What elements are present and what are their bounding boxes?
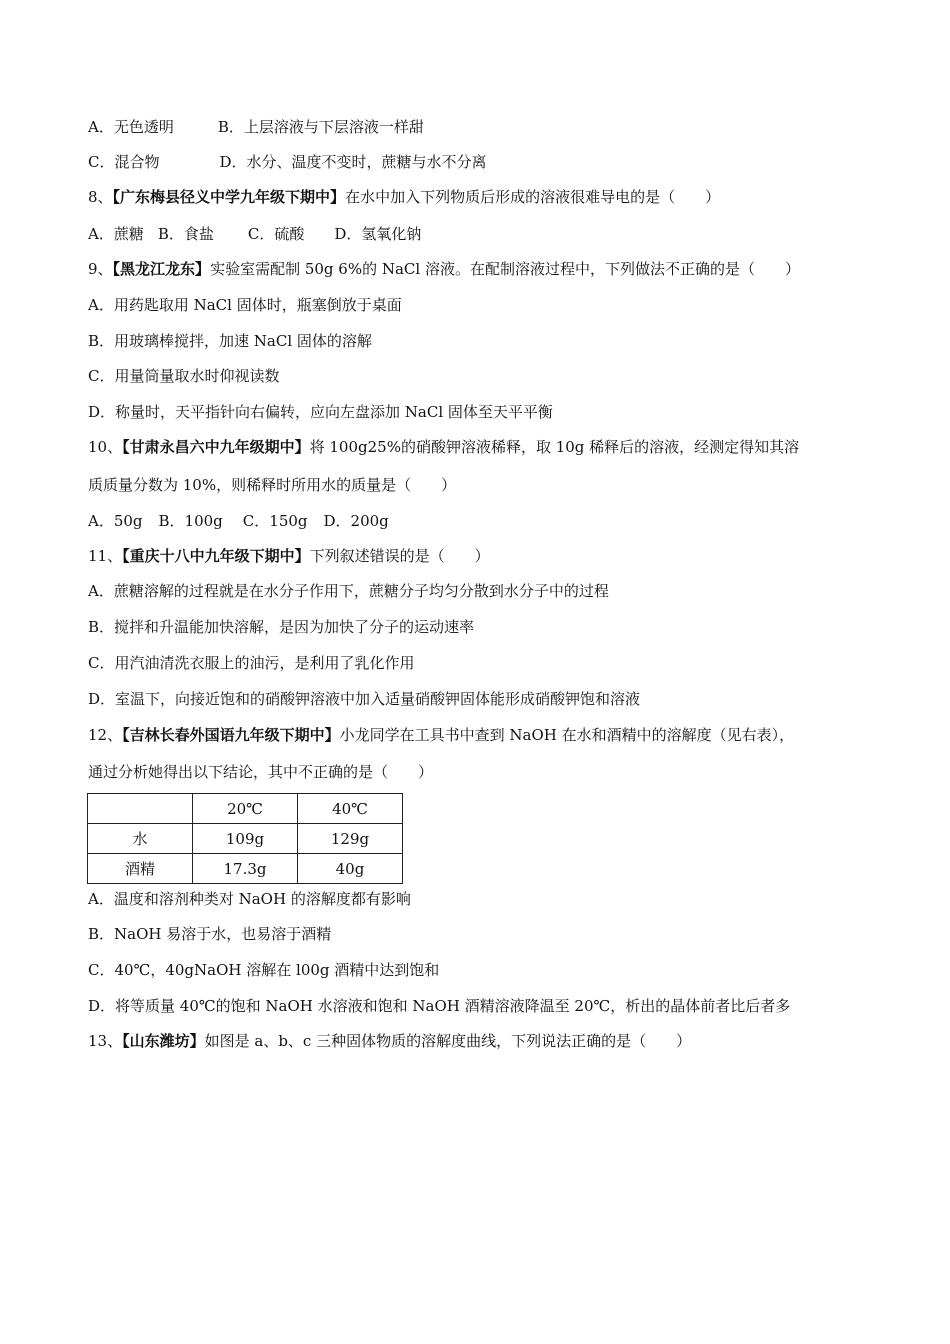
q12-text-2: 通过分析她得出以下结论，其中不正确的是（ ） — [88, 763, 434, 781]
q10-stem — [88, 437, 799, 457]
q7-options-row-1 — [88, 117, 424, 137]
table-cell: 129g — [298, 824, 403, 854]
q13-source: 【山东潍坊】 — [122, 1032, 205, 1050]
q11-stem — [88, 546, 490, 566]
q12-stem — [88, 725, 794, 745]
q9-stem — [88, 259, 800, 279]
q12-text-1: 小龙同学在工具书中查到 NaOH 在水和酒精中的溶解度（见右表）， — [339, 726, 795, 744]
q8-text: 在水中加入下列物质后形成的溶液很难导电的是（ ） — [345, 188, 721, 206]
q7-option-c: C．混合物 — [88, 153, 160, 171]
q12-source: 【吉林长春外国语九年级下期中】 — [122, 726, 340, 744]
q10-option-b: B．100g — [158, 512, 223, 530]
q10-option-a: A．50g — [88, 512, 143, 530]
q8-option-a: A．蔗糖 — [88, 225, 144, 243]
q12-number: 12、 — [88, 726, 123, 744]
q13-number: 13、 — [88, 1032, 123, 1050]
table-cell: 17.3g — [193, 854, 298, 884]
q10-text-1: 将 100g25%的硝酸钾溶液稀释，取 10g 稀释后的溶液，经测定得知其溶 — [309, 438, 800, 456]
q7-options-row-2 — [88, 152, 487, 172]
q9-source: 【黑龙江龙东】 — [112, 260, 211, 278]
q12-option-b: B．NaOH 易溶于水，也易溶于酒精 — [88, 925, 332, 943]
q9-option-b: B．用玻璃棒搅拌，加速 NaCl 固体的溶解 — [88, 332, 372, 350]
q8-option-c: C．硫酸 — [247, 225, 305, 243]
q11-option-d: D．室温下，向接近饱和的硝酸钾溶液中加入适量硝酸钾固体能形成硝酸钾饱和溶液 — [88, 690, 641, 708]
table-cell: 40g — [298, 854, 403, 884]
q10-source: 【甘肃永昌六中九年级期中】 — [122, 438, 310, 456]
q7-option-b: B．上层溶液与下层溶液一样甜 — [217, 118, 424, 136]
table-cell: 酒精 — [88, 854, 193, 884]
q12-option-d: D．将等质量 40℃的饱和 NaOH 水溶液和饱和 NaOH 酒精溶液降温至 20℃，析出的晶体前者比后者多 — [88, 997, 791, 1015]
table-row — [88, 854, 403, 884]
table-header-row — [88, 794, 403, 824]
q9-text: 实验室需配制 50g 6%的 NaCl 溶液。在配制溶液过程中，下列做法不正确的是（ ） — [210, 260, 800, 278]
table-cell: 40℃ — [298, 794, 403, 824]
q8-option-b: B．食盐 — [157, 225, 214, 243]
q9-option-d: D．称量时，天平指针向右偏转，应向左盘添加 NaCl 固体至天平平衡 — [88, 403, 553, 421]
q8-number: 8、 — [88, 188, 113, 206]
q8-options — [88, 224, 421, 244]
q10-number: 10、 — [88, 438, 123, 456]
q13-text: 如图是 a、b、c 三种固体物质的溶解度曲线，下列说法正确的是（ ） — [204, 1032, 692, 1050]
q12-option-c: C．40℃，40gNaOH 溶解在 l00g 酒精中达到饱和 — [88, 961, 440, 979]
q9-number: 9、 — [88, 260, 113, 278]
q7-option-d: D．水分、温度不变时，蔗糖与水不分离 — [219, 153, 487, 171]
solubility-table — [87, 793, 403, 884]
q7-option-a: A．无色透明 — [88, 118, 174, 136]
q10-option-d: D．200g — [323, 512, 389, 530]
q8-stem — [88, 187, 720, 207]
q11-text: 下列叙述错误的是（ ） — [309, 547, 490, 565]
table-cell: 20℃ — [193, 794, 298, 824]
table-cell — [88, 794, 193, 824]
q11-option-c: C．用汽油清洗衣服上的油污，是利用了乳化作用 — [88, 654, 415, 672]
q11-source: 【重庆十八中九年级下期中】 — [122, 547, 310, 565]
table-row — [88, 824, 403, 854]
table-cell: 水 — [88, 824, 193, 854]
q12-option-a: A．温度和溶剂种类对 NaOH 的溶解度都有影响 — [88, 890, 411, 908]
q10-option-c: C．150g — [242, 512, 308, 530]
q8-option-d: D．氢氧化钠 — [334, 225, 422, 243]
q9-option-c: C．用量筒量取水时仰视读数 — [88, 367, 280, 385]
q13-stem — [88, 1031, 691, 1051]
q11-number: 11、 — [88, 547, 123, 565]
q8-source: 【广东梅县径义中学九年级下期中】 — [112, 188, 346, 206]
q9-option-a: A．用药匙取用 NaCl 固体时，瓶塞倒放于桌面 — [88, 296, 402, 314]
table-cell: 109g — [193, 824, 298, 854]
q11-option-b: B．搅拌和升温能加快溶解，是因为加快了分子的运动速率 — [88, 618, 475, 636]
q10-text-2: 质质量分数为 10%，则稀释时所用水的质量是（ ） — [88, 476, 457, 494]
q11-option-a: A．蔗糖溶解的过程就是在水分子作用下，蔗糖分子均匀分散到水分子中的过程 — [88, 582, 609, 600]
q10-options — [88, 511, 389, 531]
